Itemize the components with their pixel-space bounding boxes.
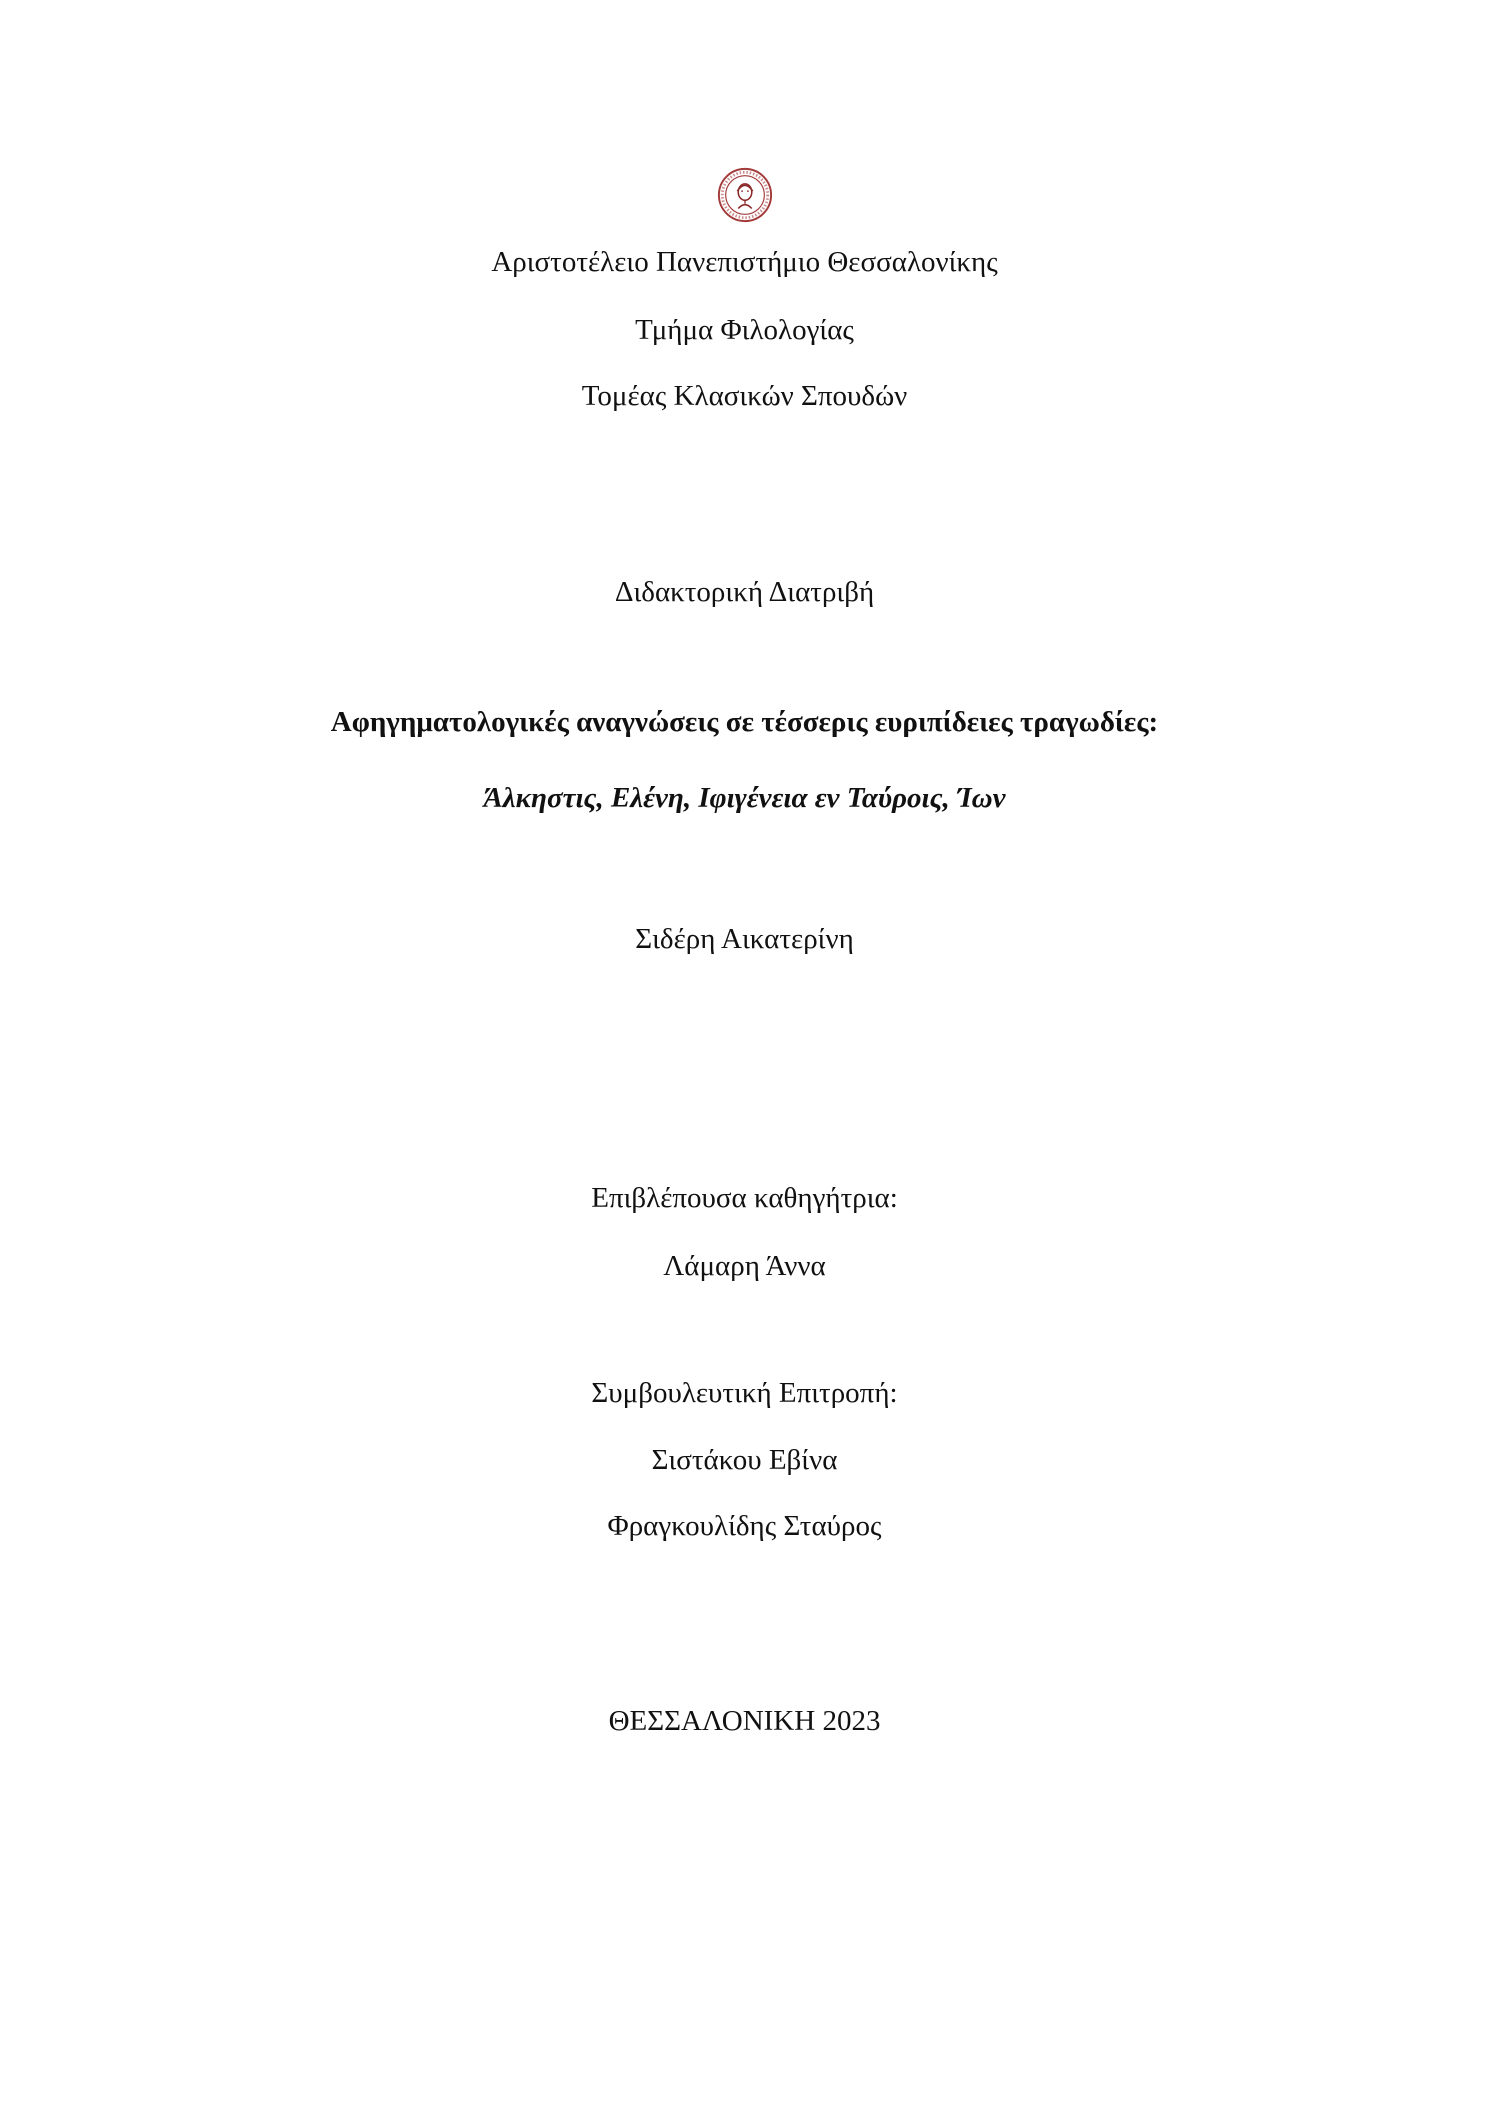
place-year: ΘΕΣΣΑΛΟΝΙΚΗ 2023: [608, 1705, 881, 1737]
supervisor-label: Επιβλέπουσα καθηγήτρια:: [591, 1182, 898, 1214]
author-name: Σιδέρη Αικατερίνη: [635, 923, 854, 955]
sector-name: Τομέας Κλασικών Σπουδών: [581, 380, 908, 412]
department-name: Τμήμα Φιλολογίας: [635, 314, 854, 346]
committee-label: Συμβουλευτική Επιτροπή:: [591, 1377, 898, 1409]
supervisor-name: Λάμαρη Άννα: [663, 1250, 826, 1282]
thesis-title: Αφηγηματολογικές αναγνώσεις σε τέσσερις ευριπίδειες τραγωδίες:: [330, 706, 1159, 738]
university-name: Αριστοτέλειο Πανεπιστήμιο Θεσσαλονίκης: [491, 246, 998, 278]
university-seal-icon: [716, 166, 774, 224]
thesis-works: Άλκηστις, Ελένη, Ιφιγένεια εν Ταύροις, Ίων: [483, 782, 1006, 814]
committee-member: Σιστάκου Εβίνα: [651, 1444, 838, 1476]
document-type: Διδακτορική Διατριβή: [614, 576, 875, 608]
committee-member: Φραγκουλίδης Σταύρος: [607, 1510, 882, 1542]
